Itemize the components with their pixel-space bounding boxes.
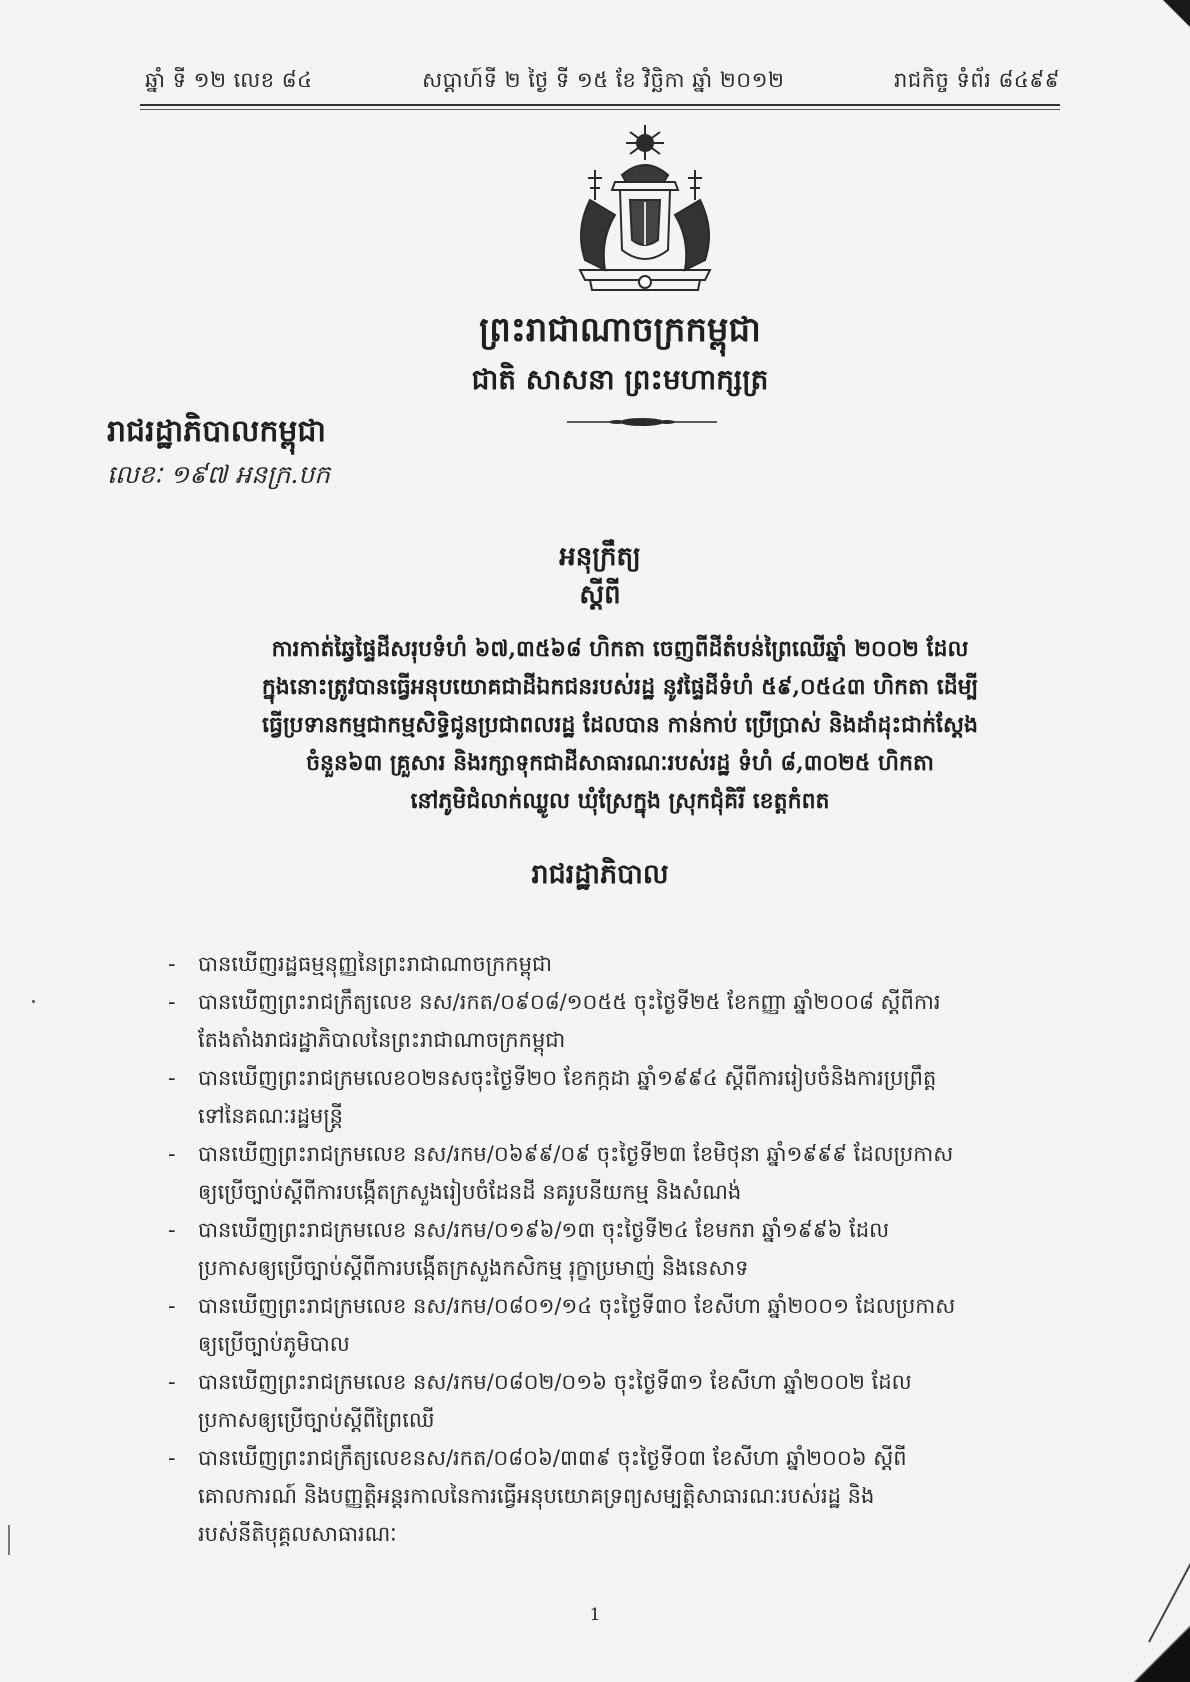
recital-line: ទៅនៃគណៈរដ្ឋមន្ត្រី bbox=[198, 1104, 343, 1128]
recital-line: បានឃើញព្រះរាជក្រមលេខ នស/រកម/០៨០២/០១៦ ចុះថ្ងៃទី៣១ ខែសីហា ឆ្នាំ២០០២ ដែល bbox=[198, 1370, 912, 1394]
recital-dash: - bbox=[168, 1218, 176, 1242]
scan-speck bbox=[32, 1000, 35, 1003]
recital-item bbox=[168, 1287, 1118, 1363]
document-type: អនុក្រឹត្យ bbox=[559, 542, 641, 572]
recital-item bbox=[168, 983, 1118, 1059]
recital-item bbox=[168, 1363, 1118, 1439]
gazette-page: រាជកិច្ច ទំព័រ ៨៤៩៩ bbox=[894, 67, 1060, 92]
recital-item bbox=[168, 1211, 1118, 1287]
ornament-divider-icon bbox=[567, 416, 717, 428]
recital-item bbox=[168, 1135, 1118, 1211]
page-number: 1 bbox=[589, 1605, 601, 1625]
national-motto: ជាតិ សាសនា ព្រះមហាក្សត្រ bbox=[471, 363, 769, 396]
recital-line: របស់នីតិបុគ្គលសាធារណៈ bbox=[198, 1522, 397, 1546]
recital-line: បានឃើញរដ្ឋធម្មនុញ្ញនៃព្រះរាជាណាចក្រកម្ពុជា bbox=[198, 952, 552, 976]
scan-speck bbox=[8, 1525, 10, 1555]
recital-item bbox=[168, 1439, 1118, 1553]
header-rule bbox=[140, 109, 1060, 110]
recital-item bbox=[168, 1059, 1118, 1135]
recital-line: គោលការណ៍ និងបញ្ញត្តិអន្តរកាលនៃការធ្វើអនុបយោគទ្រព្យសម្បត្តិសាធារណៈរបស់រដ្ឋ និង bbox=[198, 1484, 875, 1508]
gazette-header bbox=[145, 62, 1060, 102]
subject-line: ការកាត់ឆ្វៃផ្ទៃដីសរុបទំហំ ៦៧,៣៥៦៨ ហិកតា ចេញពីដីតំបន់ព្រៃឈើឆ្នាំ ២០០២ ដែល bbox=[271, 636, 969, 662]
subject-line: នៅភូមិជំលាក់ឈ្លូល ឃុំស្រែក្នុង ស្រុកជុំគិរី ខេត្តកំពត bbox=[410, 788, 830, 814]
gazette-volume: ឆ្នាំ ទី ១២ លេខ ៨៤ bbox=[145, 67, 313, 92]
recital-line: តែងតាំងរាជរដ្ឋាភិបាលនៃព្រះរាជាណាចក្រកម្ពុជា bbox=[198, 1028, 566, 1052]
recital-line: បានឃើញព្រះរាជក្រមលេខ នស/រកម/០១៩៦/១៣ ចុះថ្ងៃទី២៤ ខែមករា ឆ្នាំ១៩៩៦ ដែល bbox=[198, 1218, 890, 1242]
recital-dash: - bbox=[168, 1294, 176, 1318]
subject-line: ធ្វើប្រទានកម្មជាកម្មសិទ្ធិជូនប្រជាពលរដ្ឋ ដែលបាន កាន់កាប់ ប្រើប្រាស់ និងដាំដុះជាក់ស្តែង bbox=[262, 712, 978, 738]
recital-line: បានឃើញព្រះរាជក្រមលេខ នស/រកម/០៦៩៩/០៩ ចុះថ្ងៃទី២៣ ខែមិថុនា ឆ្នាំ១៩៩៩ ដែលប្រកាស bbox=[198, 1142, 954, 1166]
document-about: ស្តីពី bbox=[579, 580, 621, 610]
document-subject bbox=[150, 630, 1090, 820]
recital-item bbox=[168, 945, 1118, 983]
recital-dash: - bbox=[168, 952, 176, 976]
header-rule bbox=[140, 104, 1060, 106]
recital-line: ប្រកាសឲ្យប្រើច្បាប់ស្តីពីព្រៃឈើ bbox=[198, 1408, 435, 1432]
recital-line: បានឃើញព្រះរាជក្រឹត្យលេខ នស/រកត/០៩០៨/១០៥៥ ចុះថ្ងៃទី២៥ ខែកញ្ញា ឆ្នាំ២០០៨ ស្តីពីការ bbox=[198, 990, 941, 1014]
section-title: រាជរដ្ឋាភិបាល bbox=[531, 859, 669, 890]
recital-line: បានឃើញព្រះរាជក្រឹត្យលេខនស/រកត/០៨០៦/៣៣៩ ចុះថ្ងៃទី០៣ ខែសីហា ឆ្នាំ២០០៦ ស្តីពី bbox=[198, 1446, 907, 1470]
gazette-date: សប្តាហ៍ទី ២ ថ្ងៃ ទី ១៥ ខែ វិច្ឆិកា ឆ្នាំ ២០១២ bbox=[422, 67, 785, 92]
recital-line: ប្រកាសឲ្យប្រើច្បាប់ស្តីពីការបង្កើតក្រសួងកសិកម្ម រុក្ខាប្រមាញ់ និងនេសាទ bbox=[198, 1256, 749, 1280]
recital-line: ឲ្យប្រើច្បាប់ស្តីពីការបង្កើតក្រសួងរៀបចំដែនដី នគរូបនីយកម្ម និងសំណង់ bbox=[198, 1180, 742, 1204]
recital-dash: - bbox=[168, 1446, 176, 1470]
kingdom-title: ព្រះរាជាណាចក្រកម្ពុជា bbox=[479, 310, 761, 350]
issuing-government: រាជរដ្ឋាភិបាលកម្ពុជា bbox=[107, 414, 326, 449]
recital-dash: - bbox=[168, 1142, 176, 1166]
recital-line: ឲ្យប្រើច្បាប់ភូមិបាល bbox=[198, 1332, 350, 1356]
recital-line: បានឃើញព្រះរាជក្រមលេខ០២នសចុះថ្ងៃទី២០ ខែកក្កដា ឆ្នាំ១៩៩៤ ស្តីពីការរៀបចំនិងការប្រព្រឹត្ត bbox=[198, 1066, 937, 1090]
document-number: លេខៈ ១៩៧ អនក្រ.បក bbox=[107, 460, 330, 489]
subject-line: ចំនួន៦៣ គ្រួសារ និងរក្សាទុកជាដីសាធារណៈរបស់រដ្ឋ ទំហំ ៨,៣០២៥ ហិកតា bbox=[306, 750, 934, 776]
recitals-list bbox=[168, 945, 1118, 1553]
recital-dash: - bbox=[168, 990, 176, 1014]
royal-coat-of-arms-icon bbox=[560, 120, 730, 300]
subject-line: ក្នុងនោះត្រូវបានធ្វើអនុបយោគជាដីឯកជនរបស់រដ្ឋ នូវផ្ទៃដីទំហំ ៥៩,០៥៤៣ ហិកតា ដើម្បី bbox=[261, 674, 979, 700]
recital-dash: - bbox=[168, 1066, 176, 1090]
recital-line: បានឃើញព្រះរាជក្រមលេខ នស/រកម/០៨០១/១៤ ចុះថ្ងៃទី៣០ ខែសីហា ឆ្នាំ២០០១ ដែលប្រកាស bbox=[198, 1294, 956, 1318]
scan-corner-top-right bbox=[1130, 0, 1190, 60]
recital-dash: - bbox=[168, 1370, 176, 1394]
